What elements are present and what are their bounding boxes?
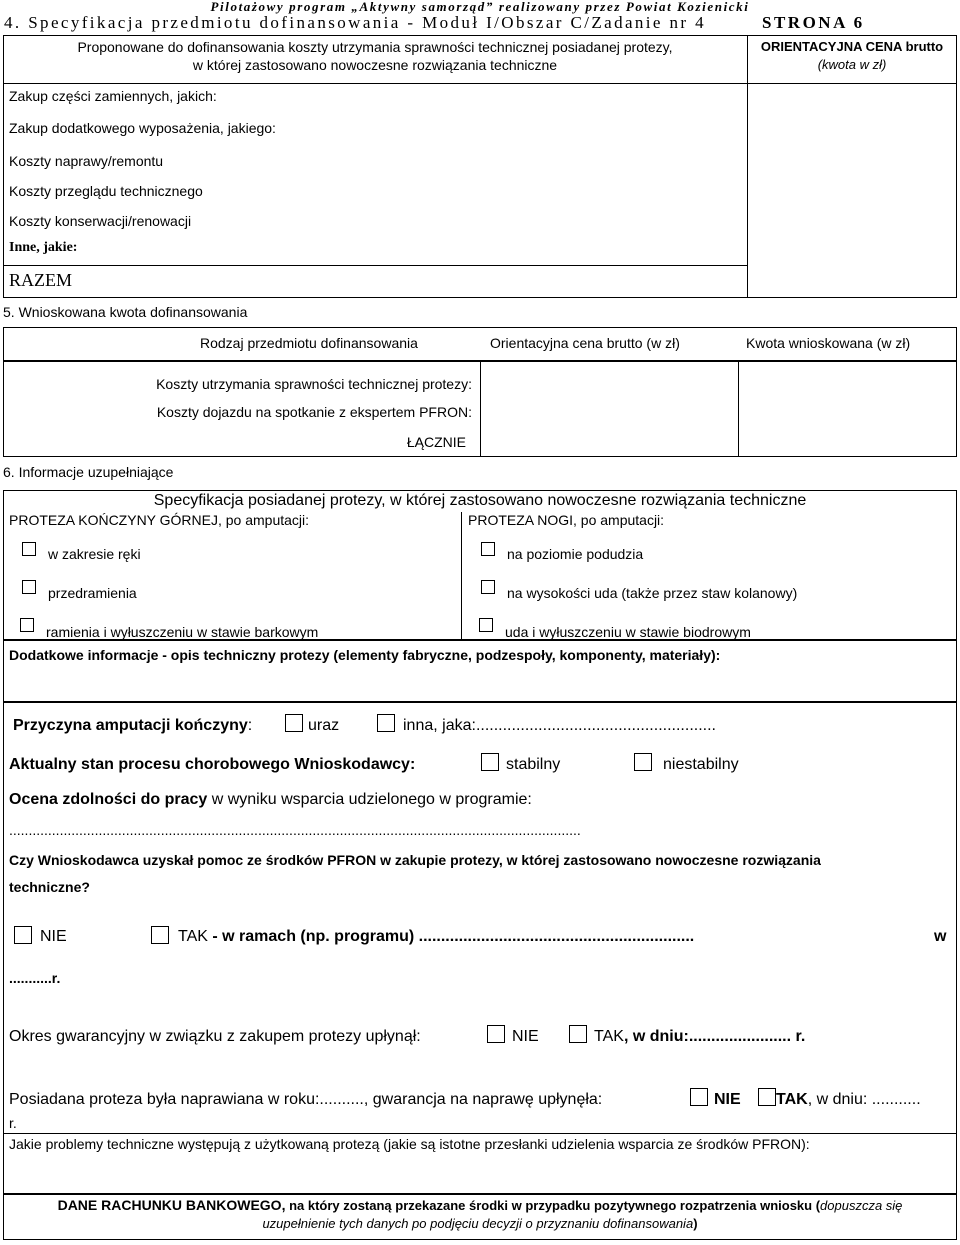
lower-limb-title: PROTEZA NOGI, po amputacji: [468, 512, 665, 528]
cost-row: Koszty konserwacji/renowacji [9, 213, 192, 229]
row-total: ŁĄCZNIE [406, 434, 466, 450]
upper-option-label: ramienia i wyłuszczeniu w stawie barkowym [46, 624, 319, 640]
lower-hip-checkbox[interactable] [479, 618, 493, 632]
col-type: Rodzaj przedmiotu dofinansowania [200, 335, 418, 351]
repair-no-checkbox[interactable] [690, 1088, 708, 1106]
program-header: Pilotażowy program „Aktywny samorząd” realizowany przez Powiat Kozienicki [210, 0, 750, 14]
repair-label: Posiadana proteza była naprawiana w roku:.........., gwarancja na naprawę upłynęła: [9, 1091, 603, 1108]
cost-row: Zakup dodatkowego wyposażenia, jakiego: [9, 120, 276, 136]
pfron-w: w [934, 928, 947, 945]
lower-thigh-checkbox[interactable] [481, 580, 495, 594]
col-requested: Kwota wnioskowana (w zł) [746, 335, 911, 351]
pfron-year-field[interactable]: ...........r. [9, 970, 61, 986]
cause-other-checkbox[interactable] [377, 714, 395, 732]
pfron-no-label: NIE [40, 928, 67, 945]
amputation-cause-label: Przyczyna amputacji kończyny: [13, 717, 253, 734]
warranty-label: Okres gwarancyjny w związku z zakupem protezy upłynął: [9, 1028, 421, 1045]
section5-title: 5. Wnioskowana kwota dofinansowania [3, 304, 248, 320]
upper-shoulder-checkbox[interactable] [20, 618, 34, 632]
section-title: 4. Specyfikacja przedmiotu dofinansowania - Moduł I/Obszar C/Zadanie nr 4 [4, 13, 707, 32]
lower-option-label: na poziomie podudzia [507, 546, 644, 562]
lower-option-label: na wysokości uda (także przez staw kolanowy) [507, 585, 798, 601]
details-box [3, 702, 957, 1194]
pfron-question-line1: Czy Wnioskodawca uzyskał pomoc ze środków PFRON w zakupie protezy, w której zastosowano nowoczesne rozwiązania [9, 852, 821, 868]
lower-option-label: uda i wyłuszczeniu w stawie biodrowym [505, 624, 751, 640]
spec-title: Specyfikacja posiadanej protezy, w której zastosowano nowoczesne rozwiązania techniczne [153, 492, 807, 509]
bank-line1: DANE RACHUNKU BANKOWEGO, na który zostaną przekazane środki w przypadku pozytywnego rozpatrzenia wniosku (dopuszcza się [57, 1197, 903, 1213]
cause-other-label: inna, jaka:...................................................... [403, 717, 716, 734]
pfron-no-checkbox[interactable] [14, 926, 32, 944]
cost-row: Zakup części zamiennych, jakich: [9, 88, 217, 104]
bank-line2: uzupełnienie tych danych po podjęciu decyzji o przyznaniu dofinansowania) [262, 1216, 698, 1231]
upper-option-label: przedramienia [48, 585, 137, 601]
cause-injury-label: uraz [308, 717, 340, 734]
pfron-question-line2: techniczne? [9, 879, 90, 895]
section6-title: 6. Informacje uzupełniające [3, 464, 174, 480]
disease-unstable-checkbox[interactable] [634, 753, 652, 771]
repair-yes-label: TAK, w dniu: ........... [776, 1091, 921, 1108]
cost-row-total: RAZEM [9, 270, 72, 290]
price-header-line1: ORIENTACYJNA CENA brutto [760, 39, 944, 54]
upper-forearm-checkbox[interactable] [22, 580, 36, 594]
cause-injury-checkbox[interactable] [285, 714, 303, 732]
price-header-line2: (kwota w zł) [817, 57, 887, 72]
warranty-yes-checkbox[interactable] [569, 1025, 587, 1043]
disease-stable-label: stabilny [506, 756, 561, 773]
upper-limb-title: PROTEZA KOŃCZYNY GÓRNEJ, po amputacji: [9, 512, 310, 528]
problems-label: Jakie problemy techniczne występują z użytkowaną protezą (jakie są istotne przesłanki udzielenia wsparcia ze środków PFRON): [9, 1136, 810, 1152]
col-price: Orientacyjna cena brutto (w zł) [490, 335, 680, 351]
page-label: STRONA 6 [762, 13, 865, 32]
warranty-no-label: NIE [512, 1028, 539, 1045]
row-maintenance: Koszty utrzymania sprawności technicznej protezy: [156, 376, 472, 392]
costs-header-line2: w której zastosowano nowoczesne rozwiązania techniczne [192, 57, 558, 73]
work-ability-label: Ocena zdolności do pracy w wyniku wsparcia udzielonego w programie: [9, 791, 532, 808]
pfron-yes-label: TAK - w ramach (np. programu) .............................................................. [178, 928, 695, 945]
disease-state-label: Aktualny stan procesu chorobowego Wnioskodawcy: [9, 756, 416, 773]
cost-row: Koszty przeglądu technicznego [9, 183, 203, 199]
repair-r: r. [9, 1115, 17, 1131]
cost-row: Koszty naprawy/remontu [9, 153, 164, 169]
warranty-yes-label: TAK, w dniu:....................... r. [594, 1028, 806, 1045]
work-ability-field[interactable]: ................................................................................................................................................... [9, 822, 581, 838]
repair-no-label: NIE [714, 1091, 741, 1108]
lower-shank-checkbox[interactable] [481, 542, 495, 556]
disease-stable-checkbox[interactable] [481, 753, 499, 771]
costs-header-line1: Proponowane do dofinansowania koszty utrzymania sprawności technicznej posiadanej protezy, [77, 39, 673, 55]
row-travel: Koszty dojazdu na spotkanie z ekspertem PFRON: [156, 404, 472, 420]
repair-yes-checkbox[interactable] [758, 1088, 776, 1106]
disease-unstable-label: niestabilny [663, 756, 739, 773]
upper-hand-checkbox[interactable] [22, 542, 36, 556]
upper-option-label: w zakresie ręki [48, 546, 141, 562]
additional-info-label: Dodatkowe informacje - opis techniczny protezy (elementy fabryczne, podzespoły, komponenty, materiały): [9, 647, 721, 663]
cost-row-other: Inne, jakie: [9, 240, 78, 255]
pfron-yes-checkbox[interactable] [151, 926, 169, 944]
warranty-no-checkbox[interactable] [487, 1025, 505, 1043]
